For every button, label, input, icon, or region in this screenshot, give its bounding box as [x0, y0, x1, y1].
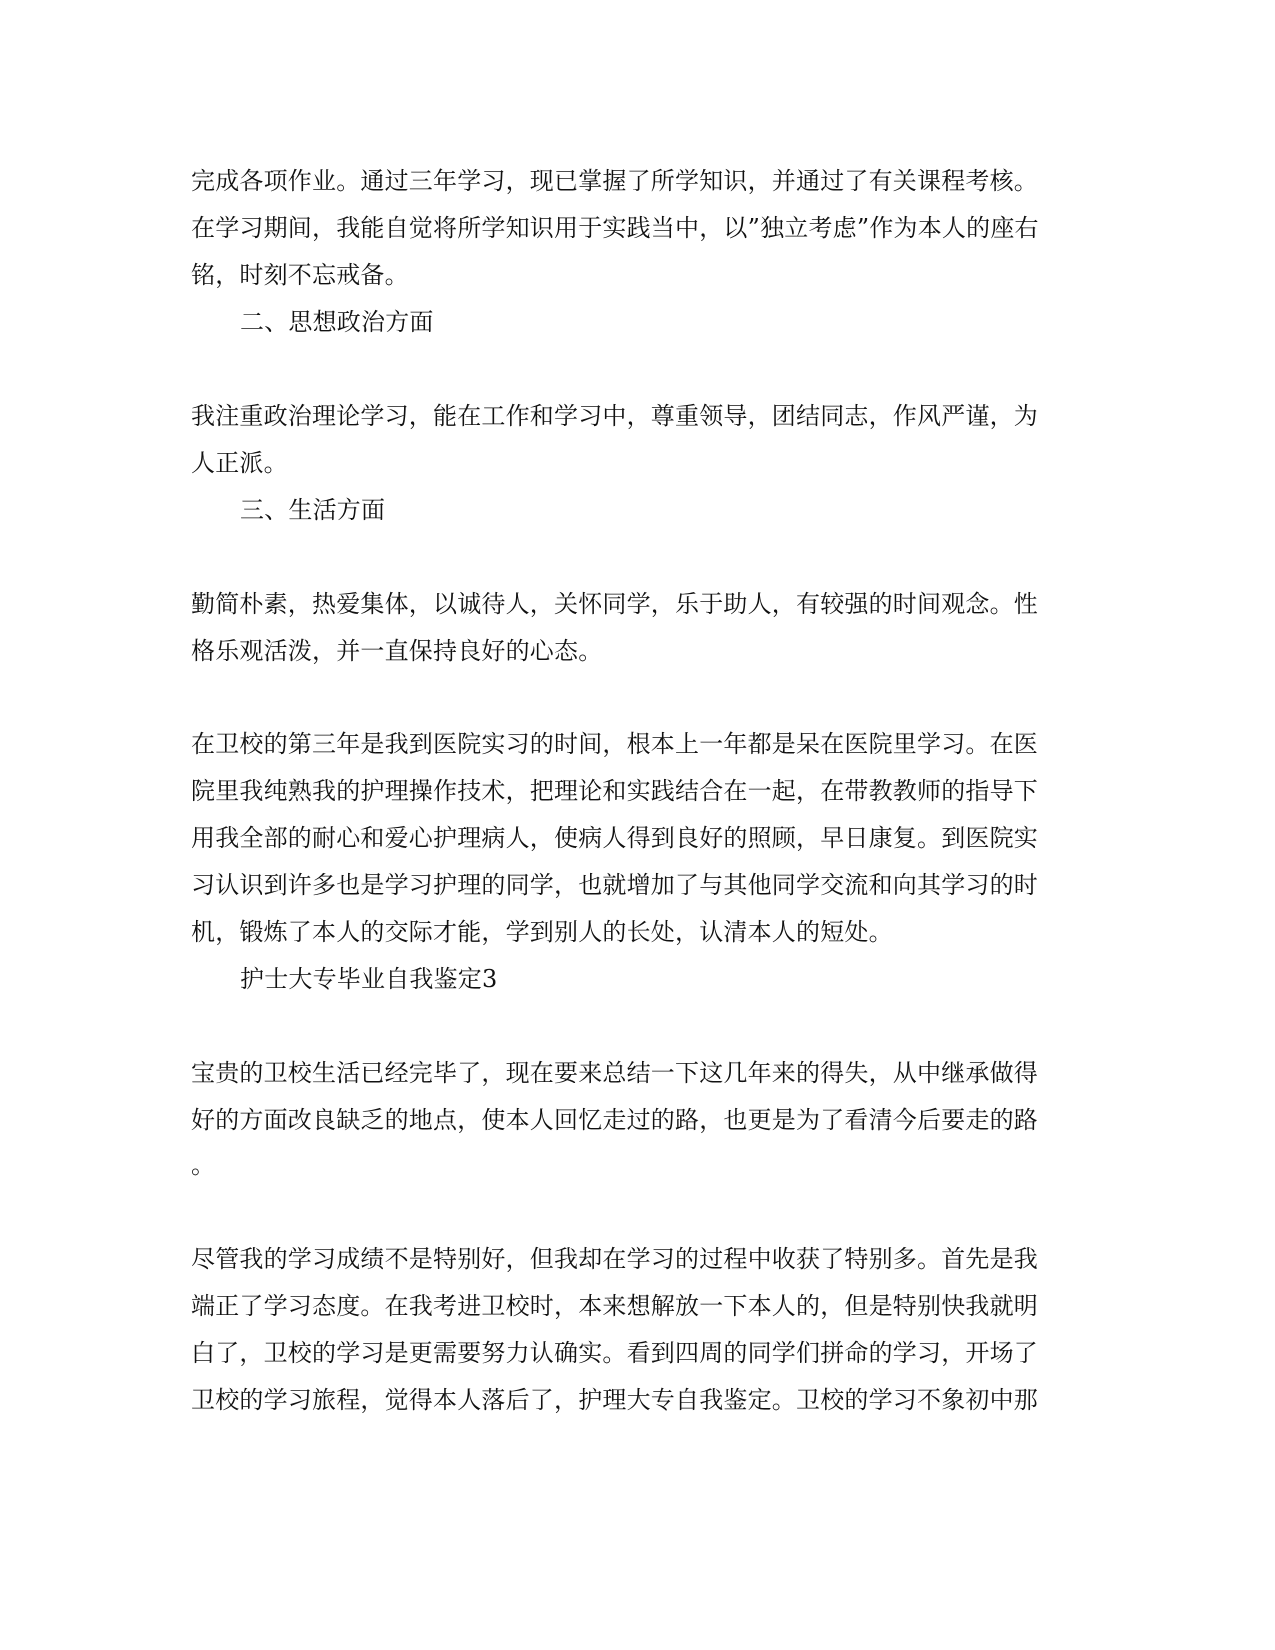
section-heading: 二、思想政治方面	[240, 308, 434, 336]
section-heading: 三、生活方面	[240, 496, 386, 524]
text-line: 。	[191, 1151, 216, 1179]
text-line: 用我全部的耐心和爱心护理病人，使病人得到良好的照顾，早日康复。到医院实	[191, 824, 1038, 852]
text-line: 机，锻炼了本人的交际才能，学到别人的长处，认清本人的短处。	[191, 918, 893, 946]
text-line: 好的方面改良缺乏的地点，使本人回忆走过的路，也更是为了看清今后要走的路	[191, 1106, 1038, 1134]
text-line: 勤简朴素，热爱集体，以诚待人，关怀同学，乐于助人，有较强的时间观念。性	[191, 590, 1038, 618]
text-line: 在学习期间，我能自觉将所学知识用于实践当中，以”独立考虑”作为本人的座右	[191, 214, 1039, 242]
text-line: 我注重政治理论学习，能在工作和学习中，尊重领导，团结同志，作风严谨，为	[191, 402, 1038, 430]
text-line: 格乐观活泼，并一直保持良好的心态。	[191, 637, 603, 665]
text-line: 宝贵的卫校生活已经完毕了，现在要来总结一下这几年来的得失，从中继承做得	[191, 1059, 1038, 1087]
text-line: 完成各项作业。通过三年学习，现已掌握了所学知识，并通过了有关课程考核。	[191, 167, 1038, 195]
text-line: 尽管我的学习成绩不是特别好，但我却在学习的过程中收获了特别多。首先是我	[191, 1245, 1038, 1273]
text-line: 铭，时刻不忘戒备。	[191, 261, 409, 289]
section-heading: 护士大专毕业自我鉴定3	[240, 965, 498, 993]
text-line: 卫校的学习旅程，觉得本人落后了，护理大专自我鉴定。卫校的学习不象初中那	[191, 1386, 1038, 1414]
text-line: 在卫校的第三年是我到医院实习的时间，根本上一年都是呆在医院里学习。在医	[191, 730, 1038, 758]
text-line: 白了，卫校的学习是更需要努力认确实。看到四周的同学们拼命的学习，开场了	[191, 1339, 1038, 1367]
text-line: 人正派。	[191, 449, 288, 477]
text-line: 端正了学习态度。在我考进卫校时，本来想解放一下本人的，但是特别快我就明	[191, 1292, 1038, 1320]
text-line: 院里我纯熟我的护理操作技术，把理论和实践结合在一起，在带教教师的指导下	[191, 777, 1038, 805]
text-line: 习认识到许多也是学习护理的同学，也就增加了与其他同学交流和向其学习的时	[191, 871, 1038, 899]
